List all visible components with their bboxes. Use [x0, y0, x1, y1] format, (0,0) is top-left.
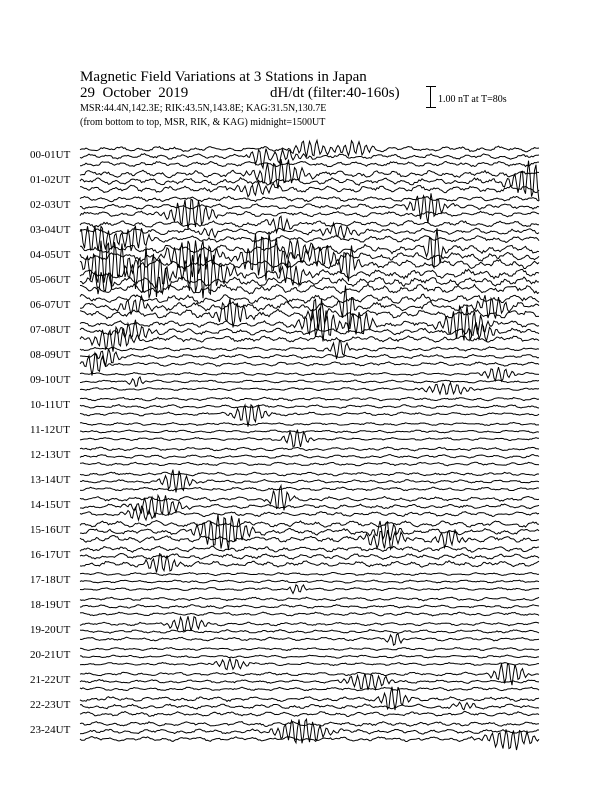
station-trace-kag	[80, 447, 539, 451]
row-label: 06-07UT	[30, 299, 71, 311]
station-trace-kag	[80, 140, 539, 156]
station-trace-rik	[80, 377, 539, 386]
row-label: 05-06UT	[30, 274, 71, 286]
row-label: 13-14UT	[30, 474, 71, 486]
station-trace-kag	[80, 159, 539, 189]
row-label: 20-21UT	[30, 649, 71, 661]
station-trace-kag	[80, 367, 539, 381]
station-trace-rik	[80, 430, 539, 433]
row-label: 12-13UT	[30, 449, 71, 461]
station-trace-msr	[80, 659, 539, 670]
row-label: 10-11UT	[30, 399, 70, 411]
station-trace-msr	[80, 530, 539, 550]
station-trace-msr	[80, 554, 539, 573]
row-label: 11-12UT	[30, 424, 70, 436]
station-trace-rik	[80, 193, 539, 223]
scale-label: 1.00 nT at T=80s	[438, 94, 507, 105]
station-trace-rik	[80, 514, 539, 550]
station-trace-msr	[80, 612, 539, 616]
row-label: 16-17UT	[30, 549, 71, 561]
station-trace-kag	[80, 722, 539, 727]
station-trace-msr	[80, 462, 539, 466]
station-trace-msr	[80, 634, 539, 645]
station-trace-kag	[80, 521, 539, 528]
row-label: 08-09UT	[30, 349, 71, 361]
station-coordinates: MSR:44.4N,142.3E; RIK:43.5N,143.8E; KAG:31.5N,130.7E	[80, 103, 327, 114]
station-trace-rik	[80, 405, 539, 409]
station-trace-msr	[80, 430, 539, 447]
station-trace-rik	[80, 580, 539, 583]
station-trace-kag	[80, 616, 539, 631]
row-label: 19-20UT	[30, 624, 71, 636]
station-trace-rik	[80, 554, 539, 560]
station-trace-rik	[80, 702, 539, 710]
row-label: 18-19UT	[30, 599, 71, 611]
row-label: 21-22UT	[30, 674, 71, 686]
station-trace-msr	[80, 712, 539, 717]
row-label: 07-08UT	[30, 324, 71, 336]
station-trace-rik	[80, 630, 539, 634]
station-trace-msr	[80, 729, 539, 750]
station-trace-rik	[80, 673, 539, 690]
station-trace-kag	[80, 196, 539, 202]
station-trace-msr	[80, 487, 539, 491]
station-trace-kag	[80, 472, 539, 476]
row-label: 22-23UT	[30, 699, 71, 711]
station-trace-kag	[80, 597, 539, 601]
chart-title: Magnetic Field Variations at 3 Stations in Japan	[80, 69, 367, 85]
station-trace-kag	[80, 306, 539, 342]
station-trace-rik	[80, 605, 539, 609]
station-trace-msr	[80, 585, 539, 594]
station-order-note: (from bottom to top, MSR, RIK, & KAG) midnight=1500UT	[80, 117, 326, 128]
station-trace-kag	[80, 573, 539, 576]
row-label: 00-01UT	[30, 149, 71, 161]
station-trace-rik	[80, 455, 539, 459]
station-trace-kag	[80, 247, 539, 299]
station-trace-kag	[80, 546, 539, 552]
station-trace-msr	[80, 298, 539, 329]
row-label: 23-24UT	[30, 724, 71, 736]
row-label: 03-04UT	[30, 224, 71, 236]
chart-filter: dH/dt (filter:40-160s)	[270, 85, 400, 101]
row-label: 09-10UT	[30, 374, 71, 386]
row-label: 02-03UT	[30, 199, 71, 211]
row-label: 14-15UT	[30, 499, 71, 511]
chart-date: 29 October 2019	[80, 85, 189, 101]
row-label: 04-05UT	[30, 249, 71, 261]
station-trace-rik	[80, 655, 539, 658]
row-label: 01-02UT	[30, 174, 71, 186]
station-trace-msr	[80, 161, 539, 166]
row-label: 15-16UT	[30, 524, 71, 536]
station-trace-kag	[80, 422, 539, 425]
station-trace-msr	[80, 383, 539, 395]
row-label: 17-18UT	[30, 574, 71, 586]
station-trace-msr	[80, 182, 539, 197]
station-trace-kag	[80, 648, 539, 651]
station-trace-kag	[80, 341, 539, 360]
station-trace-kag	[80, 397, 539, 401]
station-trace-rik	[80, 161, 539, 201]
station-trace-msr	[80, 687, 539, 691]
